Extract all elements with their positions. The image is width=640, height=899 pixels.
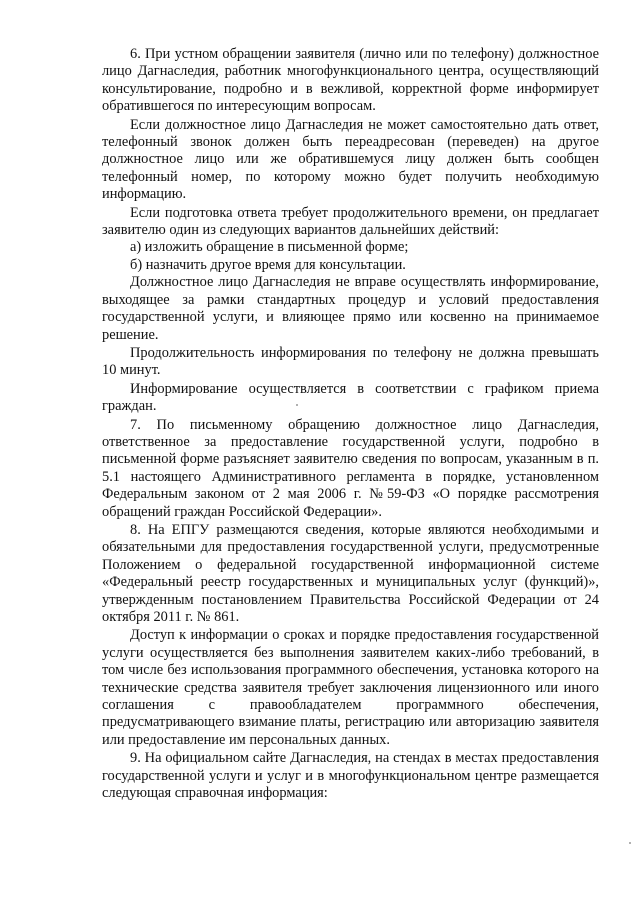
list-item-b: б) назначить другое время для консультации. — [130, 256, 406, 273]
paragraph-duration: Продолжительность информирования по телефону не должна превышать 10 минут. — [102, 344, 599, 379]
paragraph-schedule: Информирование осуществляется в соответствии с графиком приема граждан. — [102, 380, 599, 415]
paragraph-8: 8. На ЕПГУ размещаются сведения, которые являются необходимыми и обязательными для предоставления государственной услуги, предусмотренные Положением о федеральной государственной информационной системе «Федеральный реестр государственных и муниципальных услуг (функций)», утвержденным постановлением Правительства Российской Федерации от 24 октября 2011 г. № 861. — [102, 521, 599, 625]
list-item-a: а) изложить обращение в письменной форме; — [130, 239, 409, 256]
scan-speck — [629, 842, 631, 844]
paragraph-long-answer: Если подготовка ответа требует продолжительного времени, он предлагает заявителю один из следующих вариантов дальнейших действий: — [102, 204, 599, 239]
paragraph-not-allowed: Должностное лицо Дагнаследия не вправе осуществлять информирование, выходящее за рамки стандартных процедур и условий предоставления государственной услуги, и влияющее прямо или косвенно на принимаемое решение. — [102, 274, 599, 343]
paragraph-9: 9. На официальном сайте Дагнаследия, на стендах в местах предоставления государственной услуги и услуг и в многофункциональном центре размещается следующая справочная информация: — [102, 750, 599, 802]
paragraph-7: 7. По письменному обращению должностное лицо Дагнаследия, ответственное за предоставление государственной услуги, подробно в письменной форме разъясняет заявителю сведения по вопросам, указанным в п. 5.1 настоящего Административного регламента в порядке, установленном Федеральным законом от 2 мая 2006 г. №59-ФЗ «О порядке рассмотрения обращений граждан Российской Федерации». — [102, 416, 599, 520]
paragraph-access: Доступ к информации о сроках и порядке предоставления государственной услуги осуществляется без выполнения заявителем каких-либо требований, в том числе без использования программного обеспечения, установка которого на технические средства заявителя требует заключения лицензионного или иного соглашения с правообладателем программного обеспечения, предусматривающего взимание платы, регистрацию или авторизацию заявителя или предоставление им персональных данных. — [102, 627, 599, 748]
document-text — [102, 46, 599, 802]
scan-speck — [296, 404, 298, 406]
paragraph-redirect-call: Если должностное лицо Дагнаследия не может самостоятельно дать ответ, телефонный звонок должен быть переадресован (переведен) на другое должностное лицо или же обратившемуся лицу должен быть сообщен телефонный номер, по которому можно будет получить необходимую информацию. — [102, 116, 599, 203]
paragraph-6: 6. При устном обращении заявителя (лично или по телефону) должностное лицо Дагнаследия, работник многофункционального центра, осуществляющий консультирование, подробно и в вежливой, корректной форме информирует обратившегося по интересующим вопросам. — [102, 46, 599, 115]
